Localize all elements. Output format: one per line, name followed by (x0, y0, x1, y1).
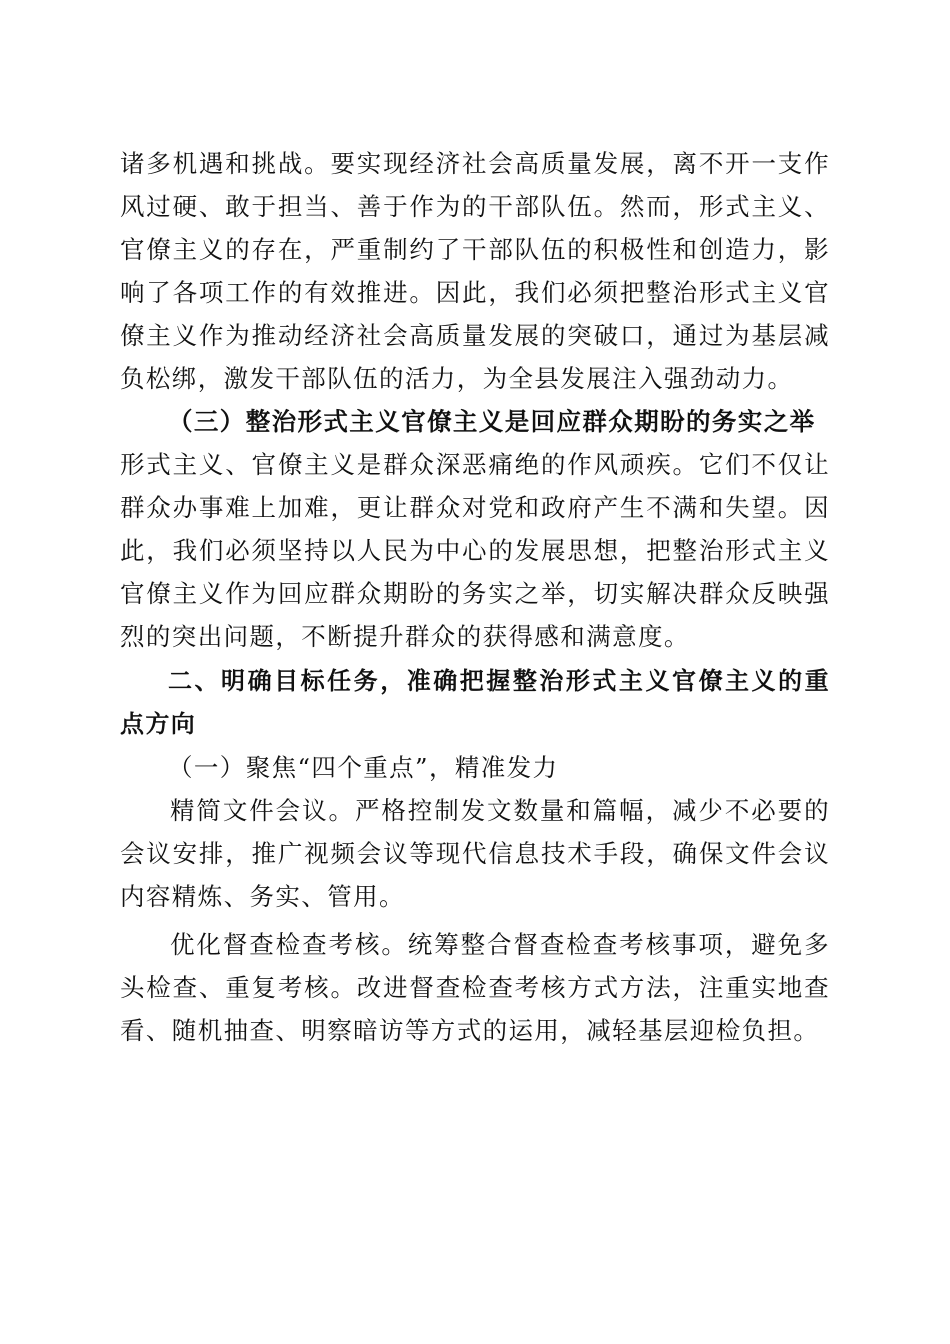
text-line: 精简文件会议。严格控制发文数量和篇幅，减少不必要的 (170, 796, 830, 825)
text-line: 僚主义作为推动经济社会高质量发展的突破口，通过为基层减 (120, 321, 830, 350)
text-line: 风过硬、敢于担当、善于作为的干部队伍。然而，形式主义、 (120, 192, 830, 221)
text-line: 官僚主义作为回应群众期盼的务实之举，切实解决群众反映强 (120, 579, 830, 608)
paragraph-documents-meetings (120, 789, 830, 918)
section-heading-two (120, 660, 830, 746)
section-heading-line: 二、明确目标任务，准确把握整治形式主义官僚主义的重 (168, 667, 830, 695)
text-line: 诸多机遇和挑战。要实现经济社会高质量发展，离不开一支作 (120, 149, 830, 178)
text-line: 响了各项工作的有效推进。因此，我们必须把整治形式主义官 (120, 278, 830, 307)
text-line: 内容精炼、务实、管用。 (120, 882, 405, 911)
section-heading-line: 点方向 (120, 710, 197, 738)
text-line: 看、随机抽查、明察暗访等方式的运用，减轻基层迎检负担。 (120, 1016, 820, 1045)
subheading-text: （三）整治形式主义官僚主义是回应群众期盼的务实之举 (168, 407, 816, 436)
paragraph-inspection (120, 923, 830, 1052)
text-line: 此，我们必须坚持以人民为中心的发展思想，把整治形式主义 (120, 536, 830, 565)
text-line: 负松绑，激发干部队伍的活力，为全县发展注入强劲动力。 (120, 364, 794, 393)
text-line: 头检查、重复考核。改进督查检查考核方式方法，注重实地查 (120, 973, 830, 1002)
text-line: 优化督查检查考核。统筹整合督查检查考核事项，避免多 (170, 930, 830, 959)
text-line: 会议安排，推广视频会议等现代信息技术手段，确保文件会议 (120, 839, 830, 868)
subheading-text: （一）聚焦“四个重点”，精准发力 (168, 753, 559, 782)
subheading-one (120, 746, 830, 789)
subheading-three (120, 400, 830, 443)
text-line: 形式主义、官僚主义是群众深恶痛绝的作风顽疾。它们不仅让 (120, 450, 830, 479)
text-line: 烈的突出问题，不断提升群众的获得感和满意度。 (120, 622, 690, 651)
paragraph-public-expectation (120, 443, 830, 658)
text-line: 官僚主义的存在，严重制约了干部队伍的积极性和创造力，影 (120, 235, 830, 264)
text-line: 群众办事难上加难，更让群众对党和政府产生不满和失望。因 (120, 493, 830, 522)
document-body (120, 142, 830, 1052)
paragraph-continuation (120, 142, 830, 400)
